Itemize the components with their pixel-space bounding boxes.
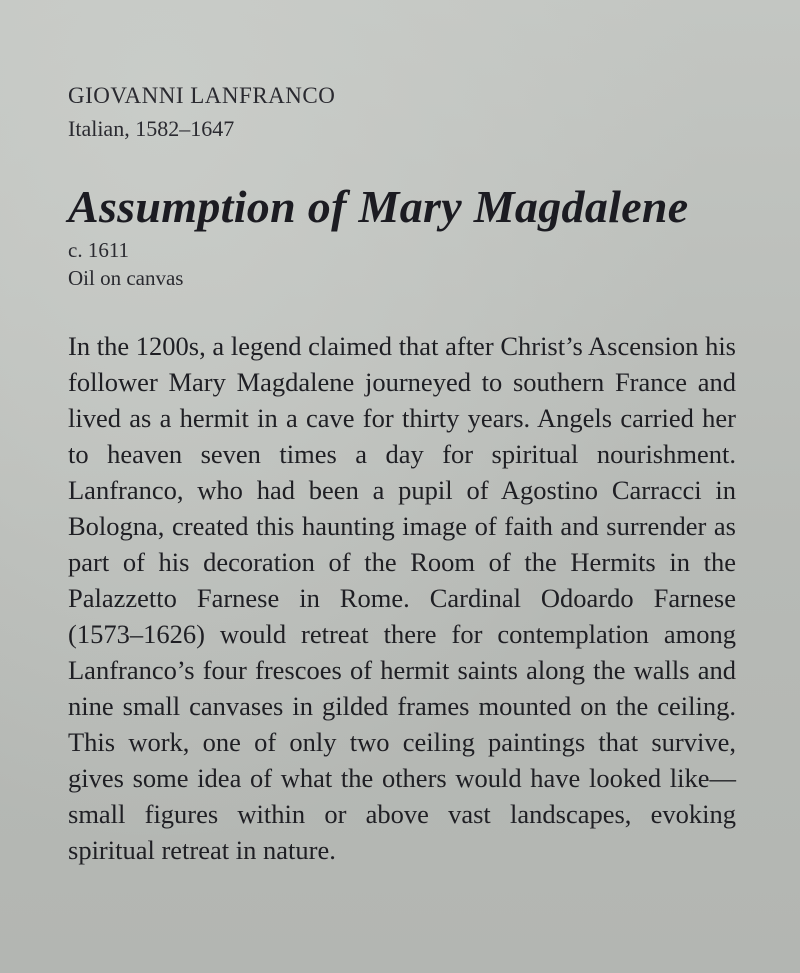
- artwork-description: In the 1200s, a legend claimed that after Christ’s Ascension his follower Mary Magdalene journeyed to southern France and lived as a hermit in a cave for thirty years. Angels carried her to heaven seven times a day for spiritual nourishment. Lanfranco, who had been a pupil of Agostino Carracci in Bologna, created this haunting image of faith and surrender as part of his decoration of the Room of the Hermits in the Palazzetto Farnese in Rome. Cardinal Odoardo Farnese (1573–1626) would retreat there for contemplation among Lanfranco’s four frescoes of hermit saints along the walls and nine small canvases in gilded frames mounted on the ceiling. This work, one of only two ceiling paintings that survive, gives some idea of what the others would have looked like—small figures within or above vast landscapes, evoking spiritual retreat in nature.: [68, 331, 736, 865]
- artwork-title: Assumption of Mary Magdalene: [68, 181, 689, 232]
- artwork-date: c. 1611: [68, 238, 130, 262]
- museum-wall-label: [68, 80, 748, 895]
- artist-nationality-dates: Italian, 1582–1647: [68, 116, 235, 141]
- artwork-medium: Oil on canvas: [68, 266, 184, 290]
- artist-name: GIOVANNI LANFRANCO: [68, 83, 336, 108]
